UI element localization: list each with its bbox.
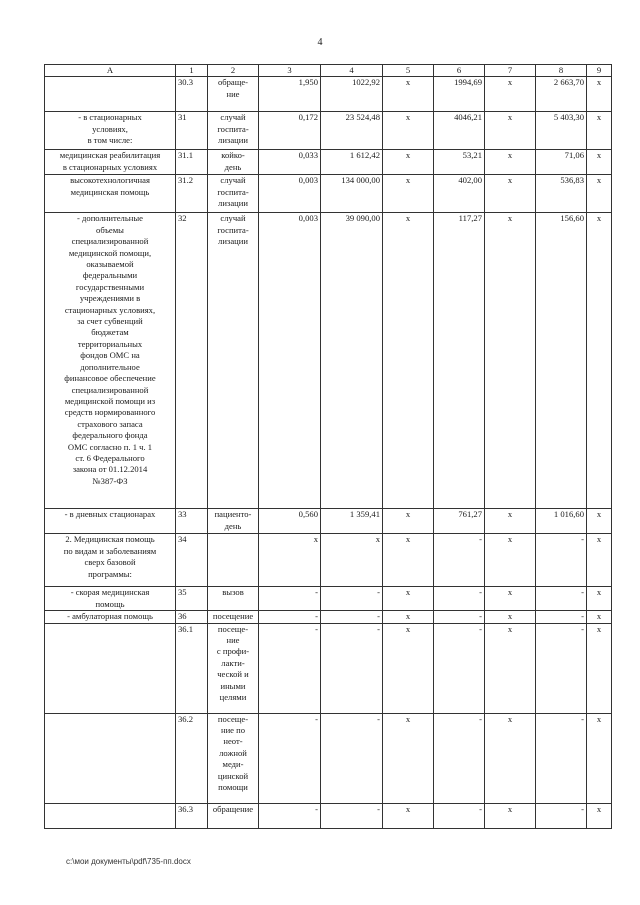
table-cell-c3: 0,003 — [259, 213, 321, 509]
table-cell-c6: 4046,21 — [434, 112, 485, 150]
table-cell-c2: обращение — [208, 803, 259, 828]
header-cell: 7 — [485, 65, 536, 77]
table-cell-c2: случай госпита- лизации — [208, 213, 259, 509]
table-cell-c1: 31 — [176, 112, 208, 150]
table-cell-c2: койко- день — [208, 150, 259, 175]
table-cell-c4: 1 612,42 — [321, 150, 383, 175]
table-cell-c7: х — [485, 803, 536, 828]
table-cell-c8: 156,60 — [536, 213, 587, 509]
table-cell-c2: пациенто- день — [208, 509, 259, 534]
table-row — [45, 587, 612, 611]
table-cell-c6: - — [434, 587, 485, 611]
table-cell-c5: х — [383, 77, 434, 112]
table-row — [45, 77, 612, 112]
table-cell-c6: 402,00 — [434, 175, 485, 213]
table-cell-c1: 32 — [176, 213, 208, 509]
table-cell-c9: х — [587, 175, 612, 213]
table-cell-c2: вызов — [208, 587, 259, 611]
table-cell-c4: 1 359,41 — [321, 509, 383, 534]
table-cell-c6: - — [434, 713, 485, 803]
table-cell-c1: 36.3 — [176, 803, 208, 828]
table-cell-c5: х — [383, 150, 434, 175]
table-cell-c9: х — [587, 803, 612, 828]
table-cell-a — [45, 77, 176, 112]
table-cell-a — [45, 713, 176, 803]
table-cell-c4: 1022,92 — [321, 77, 383, 112]
table-cell-c8: 71,06 — [536, 150, 587, 175]
table-cell-c8: - — [536, 623, 587, 713]
table-cell-c6: 761,27 — [434, 509, 485, 534]
table-cell-c7: х — [485, 623, 536, 713]
table-cell-c2: случай госпита- лизации — [208, 112, 259, 150]
table-cell-c5: х — [383, 175, 434, 213]
table-cell-c3: 0,560 — [259, 509, 321, 534]
table-cell-c7: х — [485, 587, 536, 611]
table-cell-c3: х — [259, 534, 321, 587]
table-cell-c5: х — [383, 213, 434, 509]
table-cell-c4: - — [321, 713, 383, 803]
data-table — [44, 64, 612, 829]
table-header-row — [45, 65, 612, 77]
table-cell-c1: 34 — [176, 534, 208, 587]
header-cell: 4 — [321, 65, 383, 77]
table-cell-c3: - — [259, 803, 321, 828]
table-cell-c6: 53,21 — [434, 150, 485, 175]
table-cell-c1: 30.3 — [176, 77, 208, 112]
table-cell-c4: - — [321, 623, 383, 713]
table-cell-c8: 2 663,70 — [536, 77, 587, 112]
table-cell-c8: - — [536, 803, 587, 828]
table-cell-c3: 0,172 — [259, 112, 321, 150]
table-cell-c7: х — [485, 77, 536, 112]
table-cell-c4: 134 000,00 — [321, 175, 383, 213]
table-cell-a — [45, 803, 176, 828]
table-cell-c8: - — [536, 587, 587, 611]
table-cell-c5: х — [383, 509, 434, 534]
table-row — [45, 803, 612, 828]
table-cell-c3: - — [259, 623, 321, 713]
table-row — [45, 112, 612, 150]
header-cell: А — [45, 65, 176, 77]
table-cell-a — [45, 623, 176, 713]
table-cell-a: - скорая медицинская помощь — [45, 587, 176, 611]
table-cell-c5: х — [383, 587, 434, 611]
table-row — [45, 713, 612, 803]
table-cell-c2 — [208, 534, 259, 587]
table-cell-c4: 39 090,00 — [321, 213, 383, 509]
table-cell-c4: - — [321, 587, 383, 611]
table-cell-c8: 1 016,60 — [536, 509, 587, 534]
table-cell-c9: х — [587, 213, 612, 509]
table-cell-c1: 31.2 — [176, 175, 208, 213]
table-cell-c9: х — [587, 77, 612, 112]
table-cell-c9: х — [587, 713, 612, 803]
table-cell-c1: 35 — [176, 587, 208, 611]
table-cell-c5: х — [383, 112, 434, 150]
table-cell-c6: 117,27 — [434, 213, 485, 509]
table-cell-c1: 36 — [176, 611, 208, 623]
table-row — [45, 611, 612, 623]
table-cell-c7: х — [485, 112, 536, 150]
table-cell-c8: 5 403,30 — [536, 112, 587, 150]
table-cell-c5: х — [383, 713, 434, 803]
table-cell-c8: - — [536, 534, 587, 587]
table-cell-c5: х — [383, 534, 434, 587]
table-cell-c1: 33 — [176, 509, 208, 534]
header-cell: 1 — [176, 65, 208, 77]
table-cell-c5: х — [383, 623, 434, 713]
table-cell-c6: - — [434, 803, 485, 828]
table-cell-c4: х — [321, 534, 383, 587]
table-cell-c7: х — [485, 150, 536, 175]
header-cell: 9 — [587, 65, 612, 77]
table-row — [45, 623, 612, 713]
table-cell-c9: х — [587, 534, 612, 587]
table-cell-c3: 0,033 — [259, 150, 321, 175]
table-cell-c3: - — [259, 713, 321, 803]
table-cell-a: высокотехнологичная медицинская помощь — [45, 175, 176, 213]
table-cell-c1: 36.2 — [176, 713, 208, 803]
table-cell-a: - дополнительные объемы специализированной медицинской помощи, оказываемой федеральными государственными учреждениями в стационарных условиях, за счет субвенций бюджетам территориальных фондов ОМС на дополнительное финансовое обеспечение специализированной медицинской помощи из средств нормированного страхового запаса федерального фонда ОМС согласно п. 1 ч. 1 ст. 6 Федерального закона от 01.12.2014 №387-ФЗ — [45, 213, 176, 509]
table-cell-c8: - — [536, 611, 587, 623]
table-cell-c7: х — [485, 213, 536, 509]
header-cell: 5 — [383, 65, 434, 77]
table-row — [45, 175, 612, 213]
table-cell-c8: - — [536, 713, 587, 803]
table-cell-c7: х — [485, 611, 536, 623]
table-row — [45, 213, 612, 509]
table-cell-a: - в стационарных условиях, в том числе: — [45, 112, 176, 150]
table-cell-c3: - — [259, 587, 321, 611]
table-cell-c3: 1,950 — [259, 77, 321, 112]
table-cell-c4: - — [321, 803, 383, 828]
table-cell-a: - амбулаторная помощь — [45, 611, 176, 623]
table-cell-a: 2. Медицинская помощь по видам и заболеваниям сверх базовой программы: — [45, 534, 176, 587]
table-cell-c5: х — [383, 611, 434, 623]
header-cell: 8 — [536, 65, 587, 77]
table-cell-a: медицинская реабилитация в стационарных условиях — [45, 150, 176, 175]
table-cell-c2: посеще- ние по неот- ложной меди- цинской помощи — [208, 713, 259, 803]
table-cell-c2: случай госпита- лизации — [208, 175, 259, 213]
table-cell-c6: - — [434, 611, 485, 623]
table-cell-c7: х — [485, 175, 536, 213]
table-cell-c2: посещение — [208, 611, 259, 623]
table-cell-c3: 0,003 — [259, 175, 321, 213]
table-cell-c9: х — [587, 623, 612, 713]
table-cell-c9: х — [587, 509, 612, 534]
table-cell-c9: х — [587, 611, 612, 623]
table-cell-c4: - — [321, 611, 383, 623]
table-cell-c5: х — [383, 803, 434, 828]
table-cell-c6: - — [434, 534, 485, 587]
table-cell-c2: обраще- ние — [208, 77, 259, 112]
table-row — [45, 509, 612, 534]
table-cell-c6: 1994,69 — [434, 77, 485, 112]
table-cell-c2: посеще- ние с профи- лакти- ческой и иными целями — [208, 623, 259, 713]
table-cell-c8: 536,83 — [536, 175, 587, 213]
table-cell-c7: х — [485, 713, 536, 803]
table-cell-c1: 36.1 — [176, 623, 208, 713]
table-cell-c9: х — [587, 150, 612, 175]
table-row — [45, 150, 612, 175]
table-cell-c9: х — [587, 112, 612, 150]
table-cell-c6: - — [434, 623, 485, 713]
page-number: 4 — [317, 37, 323, 48]
header-cell: 3 — [259, 65, 321, 77]
table-cell-c3: - — [259, 611, 321, 623]
table-cell-c7: х — [485, 534, 536, 587]
header-cell: 2 — [208, 65, 259, 77]
table-cell-a: - в дневных стационарах — [45, 509, 176, 534]
table-cell-c1: 31.1 — [176, 150, 208, 175]
table-cell-c4: 23 524,48 — [321, 112, 383, 150]
header-cell: 6 — [434, 65, 485, 77]
table-row — [45, 534, 612, 587]
footer-file-path: c:\мои документы\pdf\735-пп.docx — [66, 857, 191, 866]
table-cell-c7: х — [485, 509, 536, 534]
table-cell-c9: х — [587, 587, 612, 611]
